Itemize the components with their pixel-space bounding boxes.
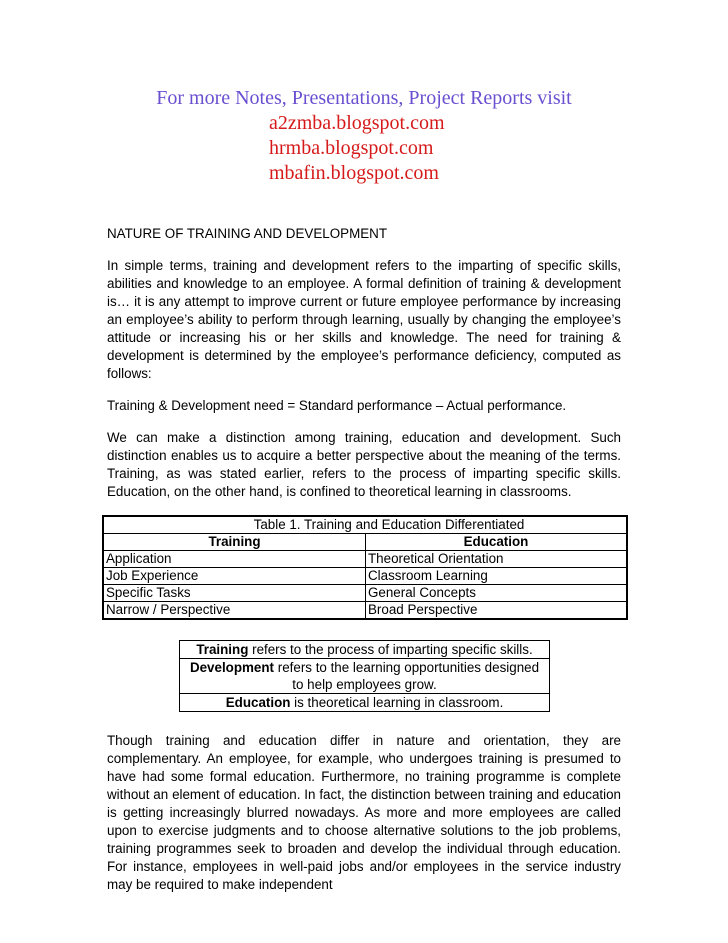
- column-header-training: Training: [103, 534, 366, 551]
- definition-text: refers to the learning opportunities designed to help employees grow.: [274, 660, 540, 692]
- promo-header: [0, 86, 728, 186]
- table-caption: Table 1. Training and Education Differentiated: [103, 516, 627, 534]
- definition-cell: [180, 641, 550, 659]
- definition-row-development: [180, 659, 550, 694]
- definition-cell: [180, 659, 550, 694]
- promo-link-mbafin[interactable]: mbafin.blogspot.com: [269, 162, 439, 184]
- paragraph-definition: In simple terms, training and development refers to the imparting of specific skills, abilities and knowledge to an employee. A formal definition of training & development is… it is any attempt to improve current or future employee performance by increasing an employee’s ability to perform through learning, usually by changing the employee’s attitude or increasing his or her skills and knowledge. The need for training & development is determined by the employee’s performance deficiency, computed as follows:: [107, 258, 621, 381]
- table-row: [103, 551, 627, 568]
- table-row: [103, 585, 627, 602]
- promo-link-a2zmba[interactable]: a2zmba.blogspot.com: [269, 112, 445, 134]
- table-cell-education: Theoretical Orientation: [366, 551, 628, 568]
- table-cell-training: Job Experience: [103, 568, 366, 585]
- paragraph-complementary: Though training and education differ in nature and orientation, they are complementary. An employee, for example, who undergoes training is presumed to have had some formal education. Furthermore, no training programme is complete without an element of education. In fact, the distinction between training and education is getting increasingly blurred nowadays. As more and more employees are called upon to exercise judgments and to choose alternative solutions to the job problems, training programmes seek to broaden and develop the individual through education. For instance, employees in well-paid jobs and/or employees in the service industry may be required to make independent: [107, 733, 621, 892]
- paragraph-distinction: We can make a distinction among training, education and development. Such distinction enables us to acquire a better perspective about the meaning of the terms. Training, as was stated earlier, refers to the process of imparting specific skills. Education, on the other hand, is confined to theoretical learning in classrooms.: [107, 430, 621, 499]
- column-header-education: Education: [366, 534, 628, 551]
- definition-term: Education: [225, 695, 291, 710]
- table-row: [103, 602, 627, 620]
- section-heading: NATURE OF TRAINING AND DEVELOPMENT: [107, 226, 387, 241]
- document-body: [107, 225, 621, 908]
- definition-term: Training: [196, 642, 249, 657]
- formula-line: Training & Development need = Standard performance – Actual performance.: [107, 398, 567, 413]
- promo-link-hrmba[interactable]: hrmba.blogspot.com: [269, 137, 434, 159]
- table-cell-education: General Concepts: [366, 585, 628, 602]
- table-cell-education: Broad Perspective: [366, 602, 628, 620]
- definitions-table: [179, 640, 550, 712]
- table-cell-training: Application: [103, 551, 366, 568]
- training-education-table: [102, 515, 628, 620]
- table-caption-row: [103, 516, 627, 534]
- definition-text: is theoretical learning in classroom.: [290, 695, 504, 710]
- table-cell-training: Specific Tasks: [103, 585, 366, 602]
- table-cell-training: Narrow / Perspective: [103, 602, 366, 620]
- definition-row-training: [180, 641, 550, 659]
- table-cell-education: Classroom Learning: [366, 568, 628, 585]
- promo-title: For more Notes, Presentations, Project Reports visit: [156, 87, 572, 109]
- definition-text: refers to the process of imparting specific skills.: [248, 642, 533, 657]
- table-row: [103, 568, 627, 585]
- definition-cell: [180, 694, 550, 712]
- table-header-row: [103, 534, 627, 551]
- definition-term: Development: [189, 660, 275, 675]
- definition-row-education: [180, 694, 550, 712]
